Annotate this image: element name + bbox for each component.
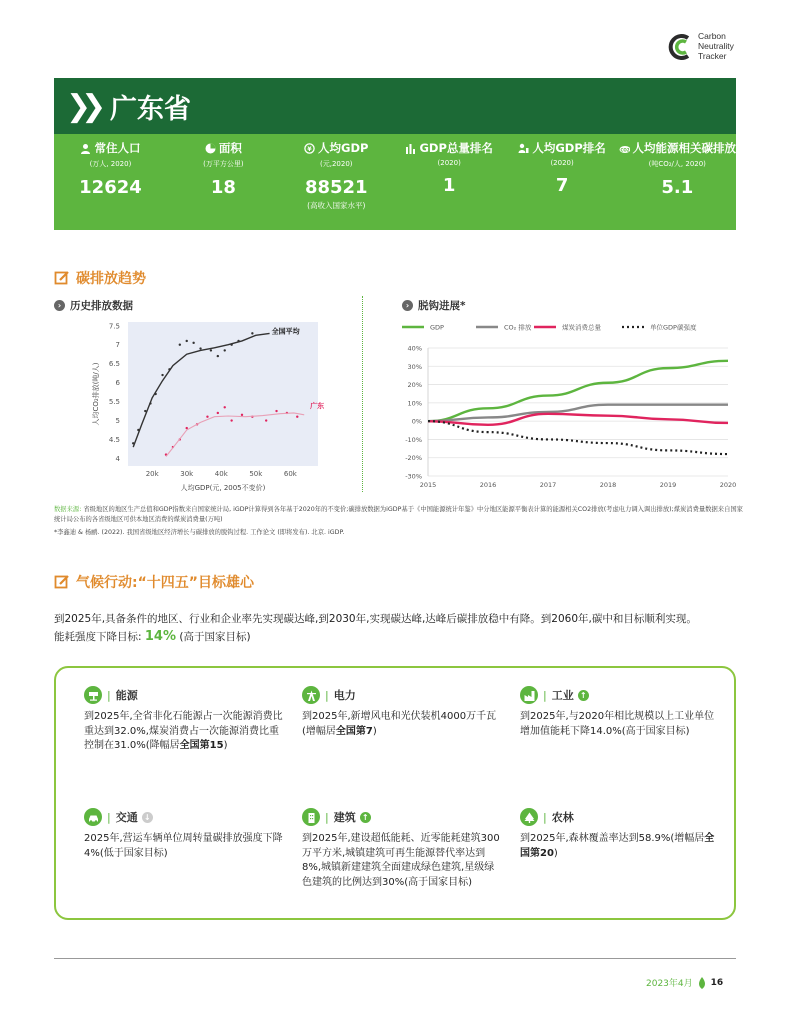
stat-5 xyxy=(619,134,737,230)
scatter-point xyxy=(275,410,277,412)
subheader-history xyxy=(54,298,133,313)
series-label: 全国平均 xyxy=(271,327,300,336)
co2-cloud-icon xyxy=(619,143,630,154)
scatter-point xyxy=(217,355,219,357)
edit-icon xyxy=(54,270,70,286)
separator: | xyxy=(325,810,329,824)
people-icon xyxy=(80,143,91,154)
sector-text-part: ) xyxy=(372,725,377,737)
sector-text-part: 2025年,营运车辆单位周转量碳排放强度下降4%(低于国家目标) xyxy=(84,833,283,859)
edit-icon xyxy=(54,574,70,590)
y-tick-label: -20% xyxy=(405,454,422,463)
series-label: 广东 xyxy=(310,401,325,410)
sector-text-part: 到2025年,与2020年相比规模以上工业单位增加值能耗下降14.0%(高于国家目标) xyxy=(520,711,715,737)
sector-text-part: ) xyxy=(553,847,558,859)
stat-value: 5.1 xyxy=(661,177,694,198)
y-axis-label: 人均CO₂排放(吨/人) xyxy=(92,362,100,426)
separator: | xyxy=(543,688,547,702)
stat-unit: (2020) xyxy=(550,159,574,167)
area-icon xyxy=(205,143,216,154)
series-line xyxy=(428,414,728,425)
stat-value: 88521 xyxy=(304,177,368,198)
sector-text-part: 到2025年,建设超低能耗、近零能耗建筑300万平方米,城镇建筑可再生能源替代率达到8%,城镇新建建筑全面建成绿色建筑,星级绿色建筑的比例达到30%(高于国家目标) xyxy=(302,833,500,888)
brand-logo xyxy=(668,30,738,66)
scatter-point xyxy=(199,347,201,349)
sector-car xyxy=(84,808,284,861)
energy-icon xyxy=(88,690,99,701)
sector-text-part: ) xyxy=(223,740,228,751)
sector-text xyxy=(302,710,502,739)
y-tick-label: 40% xyxy=(407,344,422,353)
sector-name: 农林 xyxy=(551,811,574,824)
logo-line: Tracker xyxy=(698,51,727,61)
stat-value: 12624 xyxy=(79,177,142,198)
section-header-climate-action xyxy=(54,572,254,592)
subheader-label: 脱钩进展* xyxy=(418,300,466,312)
scatter-point xyxy=(241,414,243,416)
double-chevron-icon: ❯❯ xyxy=(66,88,97,124)
scatter-point xyxy=(224,406,226,408)
footer-date: 2023年4月 xyxy=(646,979,693,989)
sector-header xyxy=(302,808,502,826)
sector-building xyxy=(302,808,502,890)
section-title: 气候行动:“十四五”目标雄心 xyxy=(76,575,255,591)
stat-label-text: 人均能源相关碳排放 xyxy=(632,141,737,155)
sector-badge xyxy=(520,808,538,826)
stat-label-text: 人均GDP排名 xyxy=(532,141,606,155)
stat-unit: (万人, 2020) xyxy=(89,160,132,168)
separator: | xyxy=(107,688,111,702)
sector-badge xyxy=(302,808,320,826)
chevron-right-icon: › xyxy=(402,300,413,311)
footnote: *李鑫迪 & 杨鹂. (2022). 我国省级地区经济增长与碳排放的脱钩过程. 工作论文 (即将发布). 北京. iGDP. xyxy=(54,529,345,536)
stat-label xyxy=(518,140,605,156)
sector-text xyxy=(520,832,720,861)
target-paragraph xyxy=(54,610,744,646)
section-title: 碳排放趋势 xyxy=(76,271,146,287)
scatter-point xyxy=(186,340,188,342)
y-tick-label: 4.5 xyxy=(108,435,120,444)
x-tick-label: 20k xyxy=(145,470,159,478)
stat-0 xyxy=(54,134,167,230)
subheader-label: 历史排放数据 xyxy=(70,300,133,312)
section-header-emission-trend xyxy=(54,268,146,288)
target-note: (高于国家目标) xyxy=(179,631,251,643)
vertical-divider xyxy=(362,296,363,492)
scatter-point xyxy=(224,349,226,351)
stat-unit: (元,2020) xyxy=(320,160,353,168)
scatter-point xyxy=(251,332,253,334)
scatter-point xyxy=(210,349,212,351)
y-tick-label: 7.5 xyxy=(108,322,120,331)
stat-unit: (吨CO₂/人, 2020) xyxy=(648,160,706,168)
series-line xyxy=(428,361,728,421)
sector-rank: 全国第7 xyxy=(335,725,373,737)
y-tick-label: 0% xyxy=(411,417,422,426)
sector-name: 电力 xyxy=(333,689,356,702)
sector-text-part: 到2025年,新增风电和光伏装机4000万千瓦(增幅居 xyxy=(302,711,497,737)
sector-text xyxy=(84,710,284,754)
stat-label xyxy=(619,140,737,156)
sector-name: 建筑 xyxy=(333,811,356,824)
sector-power-tower xyxy=(302,686,502,739)
separator: | xyxy=(325,688,329,702)
sector-energy xyxy=(84,686,284,754)
sector-targets-box xyxy=(54,666,736,920)
stat-label-text: GDP总量排名 xyxy=(419,141,493,155)
stat-note: (高收入国家水平) xyxy=(307,201,366,210)
stat-value: 7 xyxy=(555,175,569,196)
stat-value: 1 xyxy=(442,175,456,196)
arrow-up-icon: ↑ xyxy=(360,812,371,823)
scatter-point xyxy=(230,419,232,421)
power-tower-icon xyxy=(306,690,317,701)
stat-label xyxy=(205,140,242,156)
person-rank-icon xyxy=(518,143,529,154)
sector-text-part: 到2025年,全省非化石能源占一次能源消费比重达到32.0%,煤炭消费占一次能源消费比重控制在31.0%(降幅居 xyxy=(84,711,283,751)
logo-line: Carbon xyxy=(698,31,726,41)
stat-1 xyxy=(167,134,280,230)
sector-badge xyxy=(84,808,102,826)
legend-label: 煤炭消费总量 xyxy=(562,323,601,332)
sector-rank: 全国第15 xyxy=(179,740,224,751)
y-tick-label: -10% xyxy=(405,435,422,444)
car-icon xyxy=(88,812,99,823)
bar-chart-icon xyxy=(405,143,416,154)
stat-4 xyxy=(506,134,619,230)
chevron-right-icon: › xyxy=(54,300,65,311)
legend-label: GDP xyxy=(430,323,444,332)
stat-value: 18 xyxy=(210,177,236,198)
scatter-point xyxy=(296,416,298,418)
factory-icon xyxy=(524,690,535,701)
source-label: 数据来源: xyxy=(54,506,82,513)
footer-divider xyxy=(54,958,736,959)
svg-text:CO2: CO2 xyxy=(619,147,630,152)
y-tick-label: 7 xyxy=(115,341,120,350)
logo-line: Neutrality xyxy=(698,41,734,51)
x-tick-label: 2016 xyxy=(479,481,497,489)
sector-name: 能源 xyxy=(115,689,138,702)
svg-text:¥: ¥ xyxy=(307,145,312,153)
x-tick-label: 2019 xyxy=(659,481,677,489)
y-tick-label: 5 xyxy=(115,417,120,426)
source-text: 省级地区的地区生产总值和GDP指数来自国家统计局, iGDP计算得到各年基于2020年的不变价;碳排放数据为iGDP基于《中国能源统计年鉴》中分地区能源平衡表计算的能源相关CO2排放(考虑电力调入调出排放);煤炭消费量数据来自国家统计局公布的各省级地区可供本地区消费的煤炭消费量(万吨) xyxy=(54,506,743,523)
y-tick-label: 20% xyxy=(407,381,422,390)
legend-label: CO₂ 排放 xyxy=(504,323,532,332)
data-source xyxy=(54,505,744,525)
stat-label-text: 面积 xyxy=(218,141,242,155)
y-tick-label: 10% xyxy=(407,399,422,408)
province-title-bar xyxy=(54,78,736,134)
scatter-point xyxy=(192,342,194,344)
stat-label xyxy=(405,140,492,156)
x-tick-label: 60k xyxy=(283,470,297,478)
scatter-point xyxy=(265,419,267,421)
sector-header xyxy=(84,686,284,704)
sector-header xyxy=(84,808,284,826)
carbon-neutrality-logo-icon xyxy=(668,32,694,62)
target-value: 14% xyxy=(144,629,177,644)
sector-header xyxy=(302,686,502,704)
sector-tree xyxy=(520,808,720,861)
energy-intensity-target xyxy=(54,628,744,646)
sector-header xyxy=(520,808,720,826)
leaf-icon xyxy=(698,977,706,989)
sector-badge xyxy=(84,686,102,704)
sector-badge xyxy=(520,686,538,704)
series-line xyxy=(428,421,728,454)
separator: | xyxy=(543,810,547,824)
x-tick-label: 40k xyxy=(214,470,228,478)
page-title: 广东省 xyxy=(110,93,191,125)
money-icon xyxy=(304,143,315,154)
y-tick-label: 6.5 xyxy=(108,360,120,369)
stat-label-text: 常住人口 xyxy=(94,141,141,155)
x-tick-label: 2018 xyxy=(599,481,617,489)
stats-panel xyxy=(54,134,736,230)
paragraph-line: 到2025年,具备条件的地区、行业和企业率先实现碳达峰,到2030年,实现碳达峰,达峰后碳排放稳中有降。到2060年,碳中和目标顺利实现。 xyxy=(54,613,697,625)
y-tick-label: 5.5 xyxy=(108,398,120,407)
sector-name: 交通 xyxy=(115,811,138,824)
sector-text xyxy=(520,710,720,739)
scatter-point xyxy=(179,344,181,346)
x-tick-label: 2020 xyxy=(719,481,737,489)
scatter-point xyxy=(206,416,208,418)
sector-badge xyxy=(302,686,320,704)
stat-label xyxy=(80,140,140,156)
y-tick-label: -30% xyxy=(405,472,422,481)
x-tick-label: 2017 xyxy=(539,481,557,489)
logo-text xyxy=(698,31,734,61)
x-axis-label: 人均GDP(元, 2005不变价) xyxy=(180,484,266,492)
x-tick-label: 30k xyxy=(180,470,194,478)
tree-icon xyxy=(524,812,535,823)
stat-label xyxy=(304,140,368,156)
stat-label-text: 人均GDP xyxy=(318,141,369,155)
x-tick-label: 2015 xyxy=(419,481,437,489)
building-icon xyxy=(306,812,317,823)
historical-emissions-chart xyxy=(58,312,333,502)
legend-label: 单位GDP碳强度 xyxy=(650,323,697,332)
sector-text xyxy=(84,832,284,861)
x-tick-label: 50k xyxy=(249,470,263,478)
stat-unit: (万平方公里) xyxy=(203,160,244,168)
y-tick-label: 6 xyxy=(115,379,120,388)
sector-rank: 全国第20 xyxy=(520,833,715,859)
separator: | xyxy=(107,810,111,824)
sector-factory xyxy=(520,686,720,739)
y-tick-label: 30% xyxy=(407,362,422,371)
scatter-point xyxy=(217,412,219,414)
sector-header xyxy=(520,686,720,704)
sector-name: 工业 xyxy=(551,689,574,702)
scatter-point xyxy=(161,374,163,376)
arrow-up-icon: ↑ xyxy=(578,690,589,701)
sector-text xyxy=(302,832,502,890)
decoupling-chart xyxy=(396,314,741,494)
page-number: 16 xyxy=(710,977,724,988)
stat-unit: (2020) xyxy=(437,159,461,167)
stat-2 xyxy=(280,134,393,230)
target-label: 能耗强度下降目标: xyxy=(54,631,142,643)
stat-3 xyxy=(393,134,506,230)
y-tick-label: 4 xyxy=(115,454,120,463)
subheader-decoupling xyxy=(402,298,466,313)
arrow-down-icon: ↓ xyxy=(142,812,153,823)
page-footer xyxy=(646,976,723,989)
sector-text-part: 到2025年,森林覆盖率达到58.9%(增幅居 xyxy=(520,833,705,844)
